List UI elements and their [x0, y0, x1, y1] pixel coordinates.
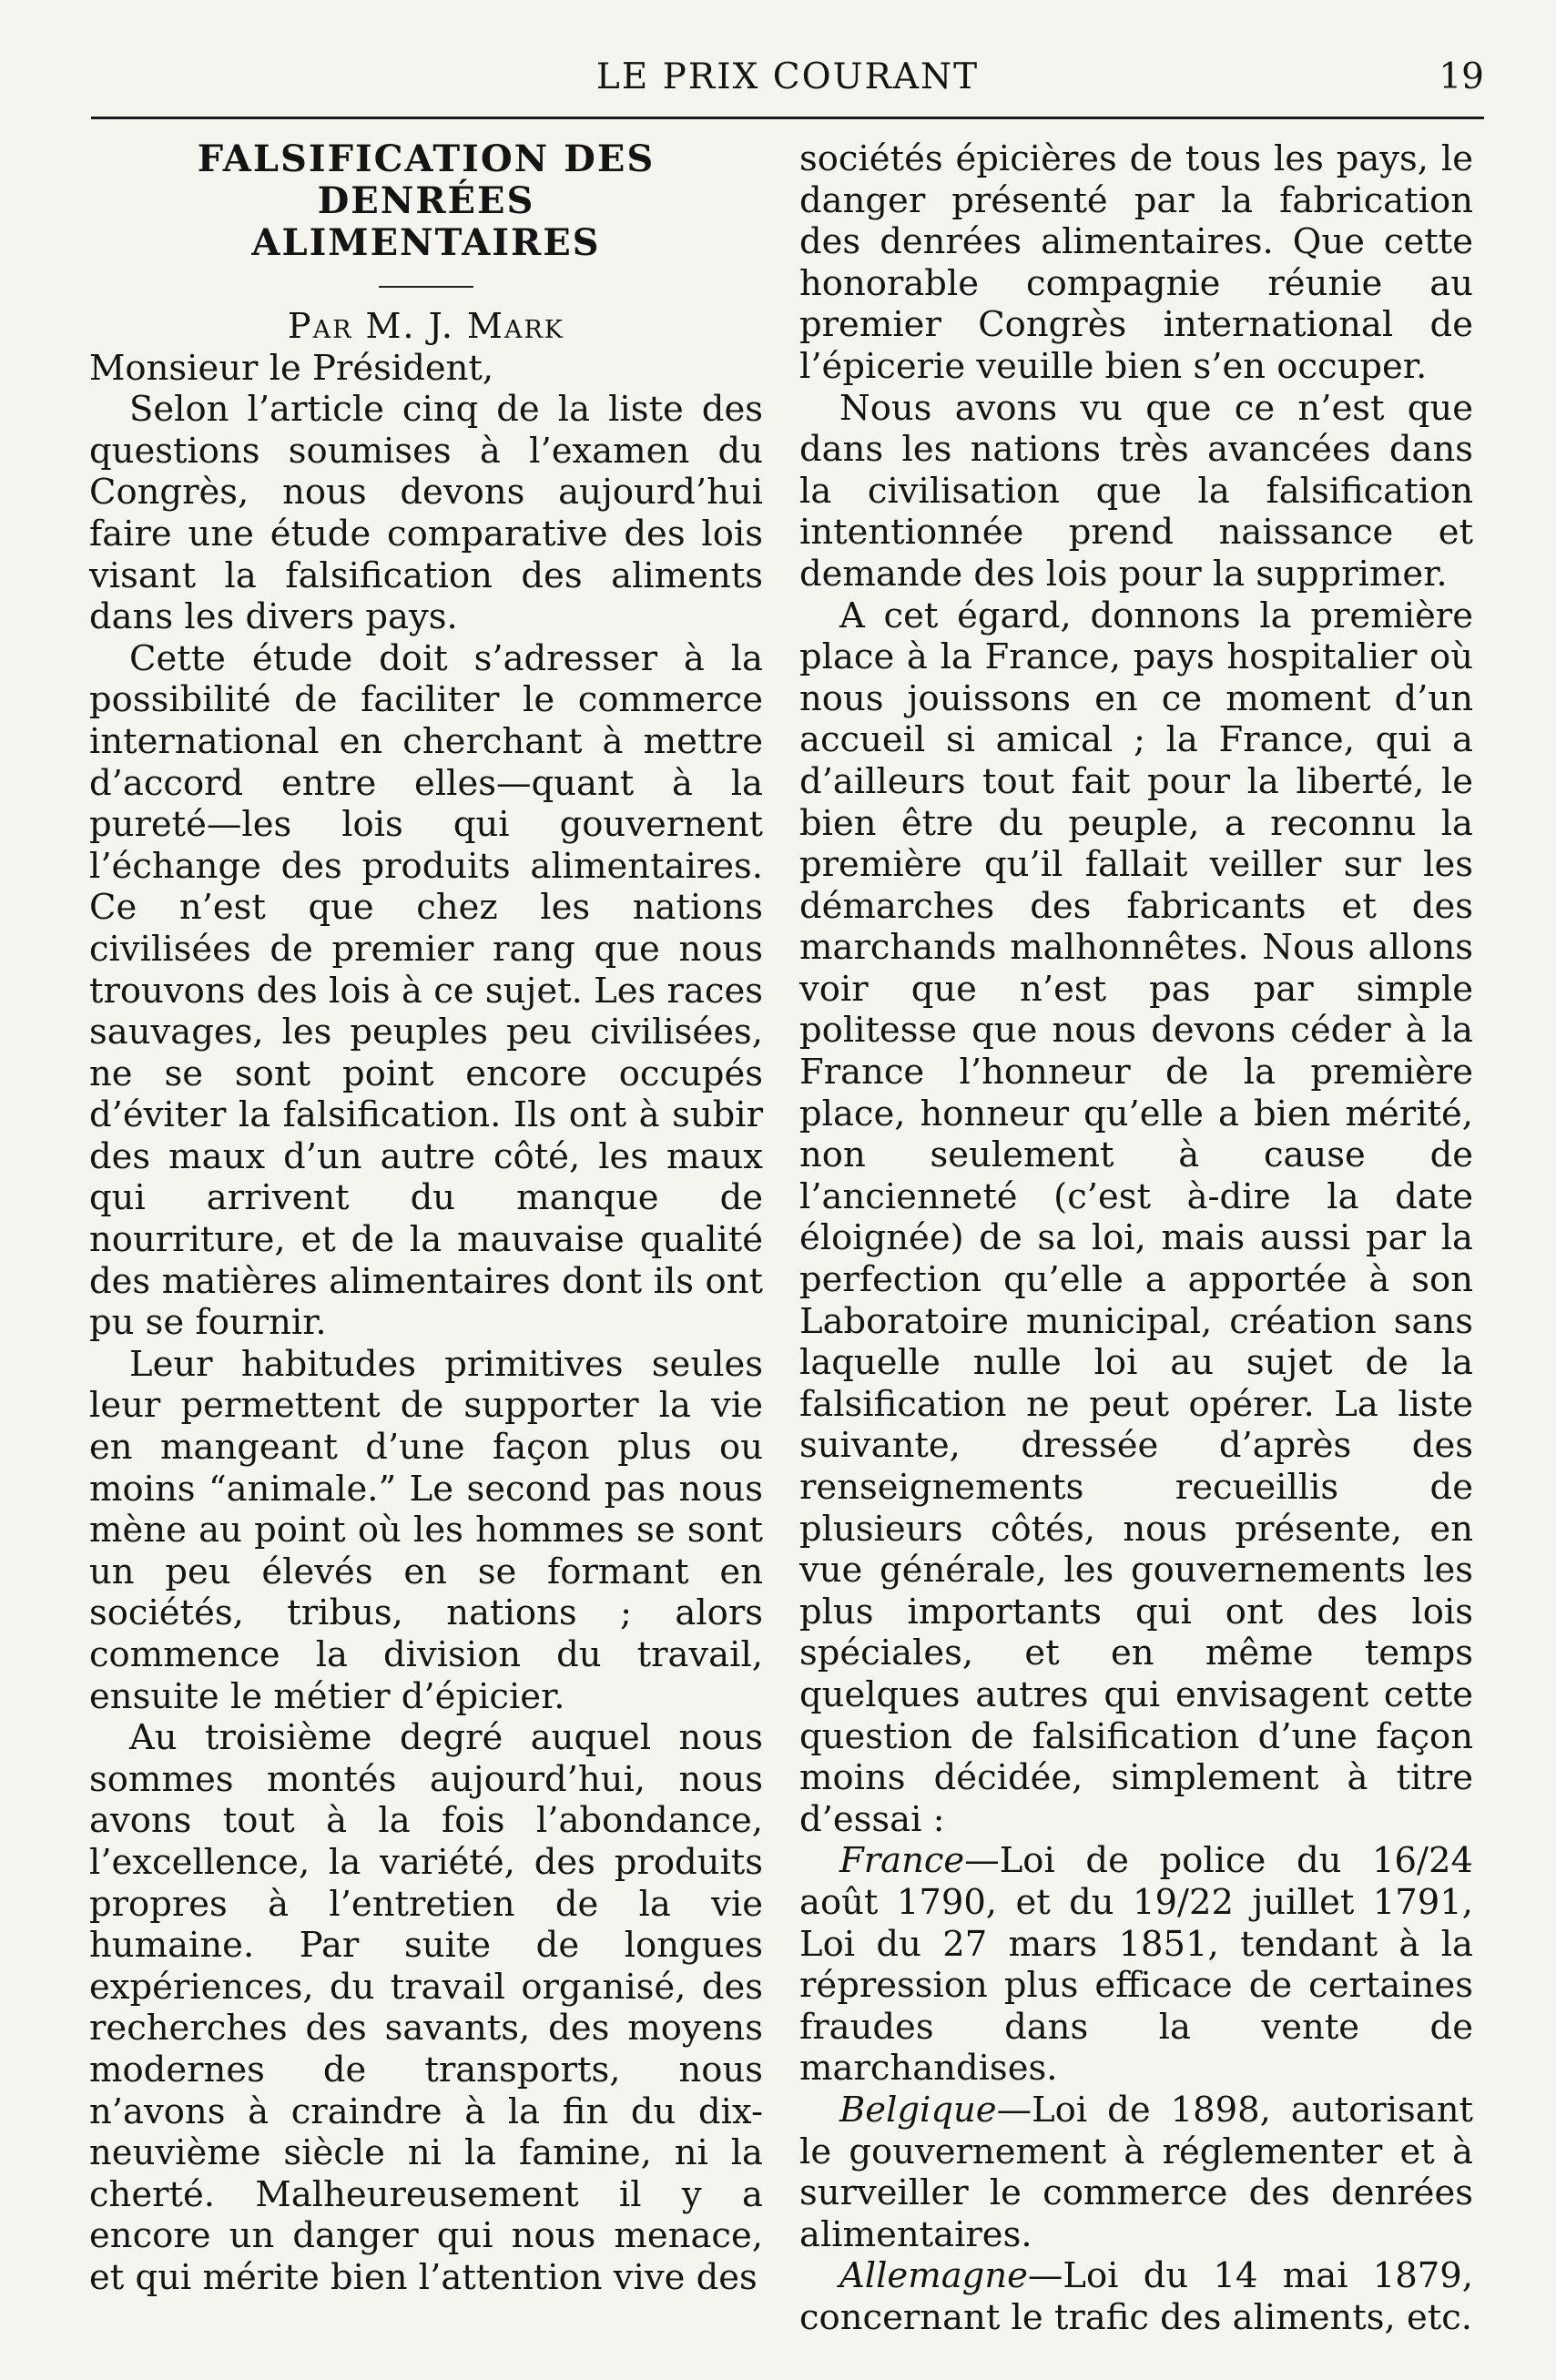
left-column [89, 138, 763, 2299]
law-country: Belgique [839, 2089, 997, 2131]
running-head [91, 53, 1484, 107]
paragraph: Selon l’article cinq de la liste des questions soumises à l’examen du Congrès, nous devons aujourd’hui faire une étude comparative des lois visant la falsification des aliments dans les divers pays. [89, 389, 763, 638]
article-title-line-1: FALSIFICATION DES DENRÉES [197, 137, 656, 222]
law-entry-allemagne [799, 2255, 1473, 2338]
running-title: LE PRIX COURANT [595, 56, 980, 97]
title-rule [379, 286, 473, 288]
paragraph: A cet égard, donnons la première place à la France, pays hospitalier où nous jouissons en ce moment d’un accueil si amical ; la France, qui a d’ailleurs tout fait pour la liberté, le bien être du peuple, a reconnu la première qu’il fallait veiller sur les démarches des fabricants et des marchands malhonnêtes. Nous allons voir que n’est pas par simple politesse que nous devons céder à la France l’honneur de la première place, honneur qu’elle a bien mérité, non seulement à cause de l’ancienneté (c’est à-dire la date éloignée) de sa loi, mais aussi par la perfection qu’elle a apportée à son Laboratoire municipal, création sans laquelle nulle loi au sujet de la falsification ne peut opérer. La liste suivante, dressée d’après des renseignements recueillis de plusieurs côtés, nous présente, en vue générale, les gouvernements les plus importants qui ont des lois spéciales, et en même temps quelques autres qui envisagent cette question de falsification d’une façon moins décidée, simplement à titre d’essai : [799, 595, 1473, 1840]
law-entry-france [799, 1840, 1473, 2090]
salutation: Monsieur le Président, [89, 347, 494, 389]
paragraph: Cette étude doit s’adresser à la possibilité de faciliter le commerce international en cherchant à mettre d’accord entre elles—quant à la pureté—les lois qui gouvernent l’échange des produits alimentaires. Ce n’est que chez les nations civilisées de premier rang que nous trouvons des lois à ce sujet. Les races sauvages, les peuples peu civilisées, ne se sont point encore occupés d’éviter la falsification. Ils ont à subir des maux d’un autre côté, les maux qui arrivent du manque de nourriture, et de la mauvaise qualité des matières alimentaires dont ils ont pu se fournir. [89, 637, 763, 1344]
law-country: Allemagne [839, 2255, 1028, 2297]
law-text: —Loi de police du 16/24 août 1790, et du 19/22 juillet 1791, Loi du 27 mars 1851, tendant à la répression plus efficace de certaines fraudes dans la vente de marchandises. [799, 1840, 1473, 2090]
law-text: —Loi de 1898, autorisant le gouvernement à réglementer et à surveiller le commerce des denrées alimentaires. [799, 2089, 1473, 2255]
law-text: —Loi du 14 mai 1879, concernant le trafic des aliments, etc. [799, 2255, 1473, 2338]
header-rule [91, 117, 1484, 119]
byline: Par M. J. Mark [288, 306, 564, 346]
paragraph: Nous avons vu que ce n’est que dans les nations très avancées dans la civilisation que la falsification intentionnée prend naissance et demande des lois pour la supprimer. [799, 387, 1473, 595]
law-entry-belgique [799, 2090, 1473, 2255]
article-title-line-2: ALIMENTAIRES [251, 221, 601, 264]
column-gutter [781, 138, 782, 2305]
page-number: 19 [1439, 56, 1484, 97]
paragraph-continued: sociétés épicières de tous les pays, le danger présenté par la fabrication des denrées alimentaires. Que cette honorable compagnie réunie au premier Congrès international de l’épicerie veuille bien s’en occuper. [799, 138, 1473, 387]
paragraph: Leur habitudes primitives seules leur permettent de supporter la vie en mangeant d’une façon plus ou moins “animale.” Le second pas nous mène au point où les hommes se sont un peu élevés en se formant en sociétés, tribus, nations ; alors commence la division du travail, ensuite le métier d’épicier. [89, 1343, 763, 1717]
right-column [799, 138, 1473, 2338]
law-country: France [839, 1840, 965, 1882]
paragraph: Au troisième degré auquel nous sommes montés aujourd’hui, nous avons tout à la fois l’abondance, l’excellence, la variété, des produits propres à l’entretien de la vie humaine. Par suite de longues expériences, du travail organisé, des recherches des savants, des moyens modernes de transports, nous n’avons à craindre à la fin du dix-neuvième siècle ni la famine, ni la cherté. Malheureusement il y a encore un danger qui nous menace, et qui mérite bien l’attention vive des [89, 1717, 763, 2298]
